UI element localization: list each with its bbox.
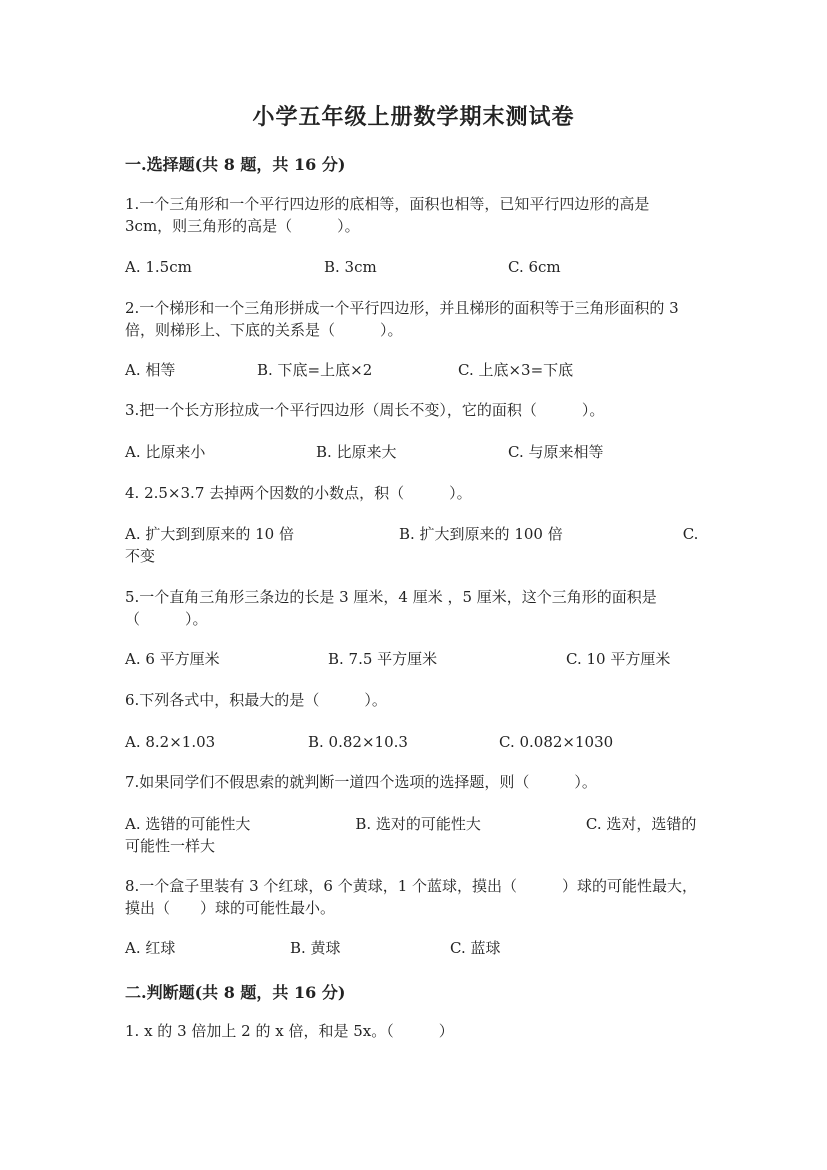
question-1-option-b: B. 3cm	[324, 258, 377, 276]
question-3-option-b: B. 比原来大	[316, 443, 397, 461]
question-1-option-a: A. 1.5cm	[125, 258, 192, 276]
question-6-option-c: C. 0.082×1030	[499, 733, 614, 751]
question-7-options: A. 选错的可能性大 B. 选对的可能性大 C. 选对，选错的可能性一样大	[125, 815, 697, 855]
question-6-option-b: B. 0.82×10.3	[308, 733, 408, 751]
question-6-stem: 6.下列各式中，积最大的是（ ）。	[125, 691, 387, 709]
question-8-stem: 8.一个盒子里装有 3 个红球，6 个黄球，1 个蓝球，摸出（ ）球的可能性最大，摸出（ ）球的可能性最小。	[125, 877, 698, 917]
question-5-option-b: B. 7.5 平方厘米	[328, 650, 438, 668]
question-5-option-c: C. 10 平方厘米	[566, 650, 671, 668]
question-2-stem: 2.一个梯形和一个三角形拼成一个平行四边形，并且梯形的面积等于三角形面积的 3 倍，则梯形上、下底的关系是（ ）。	[125, 299, 679, 339]
question-6-option-a: A. 8.2×1.03	[125, 733, 216, 751]
question-8-option-c: C. 蓝球	[450, 939, 501, 957]
question-2-option-b: B. 下底=上底×2	[257, 361, 373, 379]
question-2-option-c: C. 上底×3=下底	[458, 361, 574, 379]
question-3-option-c: C. 与原来相等	[508, 443, 604, 461]
question-2-option-a: A. 相等	[125, 361, 176, 379]
question-3-stem: 3.把一个长方形拉成一个平行四边形（周长不变），它的面积（ ）。	[125, 401, 605, 419]
question-7-stem: 7.如果同学们不假思索的就判断一道四个选项的选择题，则（ ）。	[125, 773, 597, 791]
question-5-option-a: A. 6 平方厘米	[125, 650, 220, 668]
section-heading-judge: 二.判断题(共 8 题，共 16 分)	[125, 983, 346, 1002]
question-1-option-c: C. 6cm	[508, 258, 561, 276]
question-8-option-b: B. 黄球	[290, 939, 341, 957]
question-4-stem: 4. 2.5×3.7 去掉两个因数的小数点，积（ ）。	[125, 484, 472, 502]
question-3-option-a: A. 比原来小	[125, 443, 206, 461]
question-4-options: A. 扩大到到原来的 10 倍 B. 扩大到原来的 100 倍 C. 不变	[125, 525, 699, 565]
question-8-option-a: A. 红球	[125, 939, 176, 957]
question-5-stem: 5.一个直角三角形三条边的长是 3 厘米，4 厘米 ，5 厘米，这个三角形的面积是（ ）。	[125, 588, 657, 628]
section-heading-choice: 一.选择题(共 8 题，共 16 分)	[125, 155, 346, 174]
judge-question-1-stem: 1. x 的 3 倍加上 2 的 x 倍，和是 5x。（ ）	[125, 1022, 454, 1040]
page-title: 小学五年级上册数学期末测试卷	[252, 104, 575, 130]
question-1-stem: 1.一个三角形和一个平行四边形的底相等，面积也相等，已知平行四边形的高是 3cm，则三角形的高是（ ）。	[125, 195, 650, 235]
